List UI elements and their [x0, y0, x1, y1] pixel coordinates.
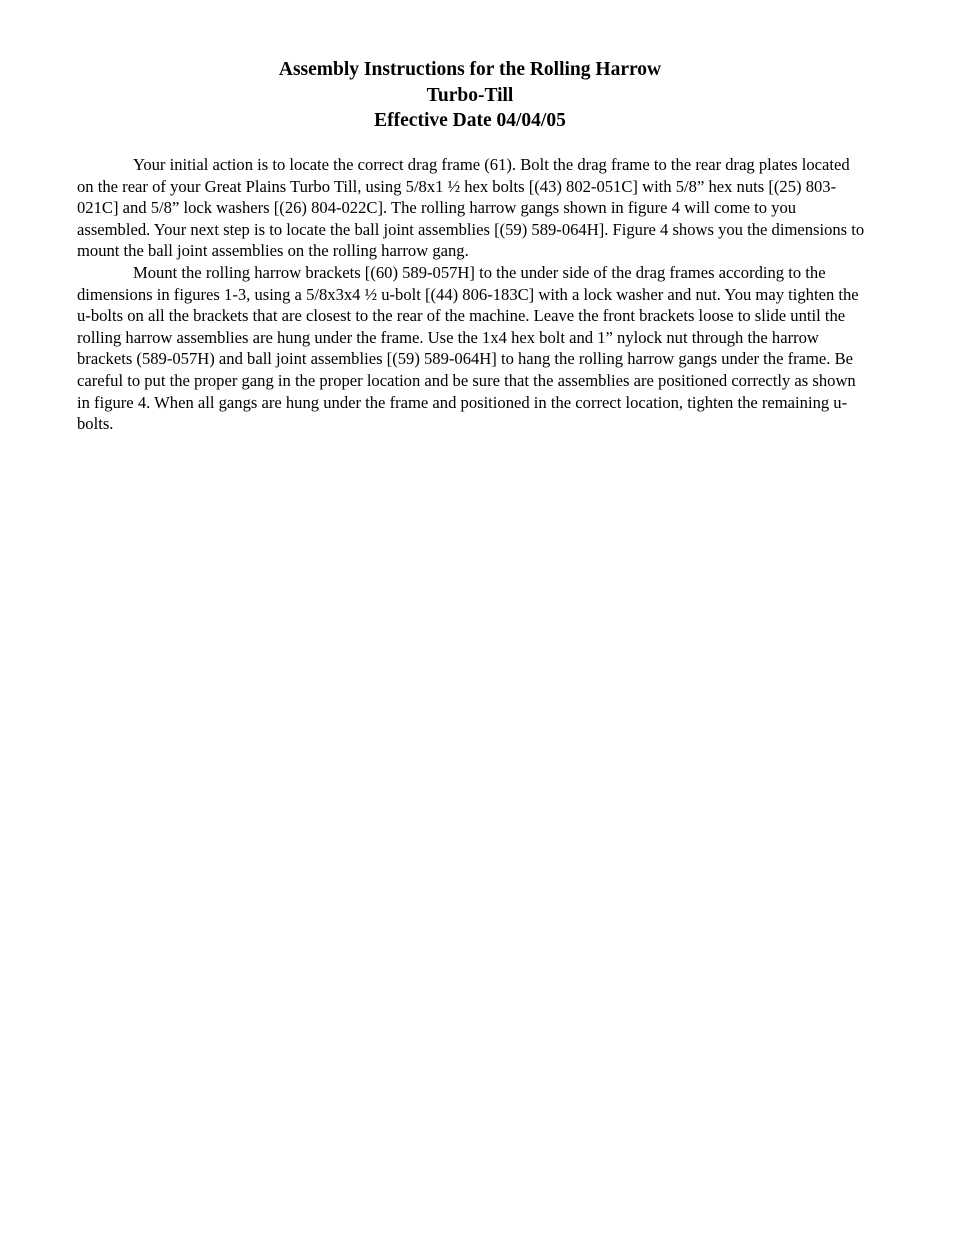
title-line-main: Assembly Instructions for the Rolling Harrow: [278, 59, 662, 80]
document-title: [0, 57, 940, 134]
paragraph-drag-frame: Your initial action is to locate the correct drag frame (61). Bolt the drag frame to the rear drag plates located on the rear of your Great Plains Turbo Till, using 5/8x1 ½ hex bolts [(43) 802-051C] with 5/8” hex nuts [(25) 803-021C] and 5/8” lock washers [(26) 804-022C]. The rolling harrow gangs shown in figure 4 will come to you assembled. Your next step is to locate the ball joint assemblies [(59) 589-064H]. Figure 4 shows you the dimensions to mount the ball joint assemblies on the rolling harrow gang.: [77, 155, 865, 261]
paragraph-harrow-brackets: Mount the rolling harrow brackets [(60) 589-057H] to the under side of the drag frames according to the dimensions in figures 1-3, using a 5/8x3x4 ½ u-bolt [(44) 806-183C] with a lock washer and nut. You may tighten the u-bolts on all the brackets that are closest to the rear of the machine. Leave the front brackets loose to slide until the rolling harrow assemblies are hung under the frame. Use the 1x4 hex bolt and 1” nylock nut through the harrow brackets (589-057H) and ball joint assemblies [(59) 589-064H] to hang the rolling harrow gangs under the frame. Be careful to put the proper gang in the proper location and be sure that the assemblies are positioned correctly as shown in figure 4. When all gangs are hung under the frame and positioned in the correct location, tighten the remaining u-bolts.: [77, 262, 859, 434]
title-line-product: Turbo-Till: [426, 84, 514, 106]
title-line-effective-date: Effective Date 04/04/05: [374, 110, 566, 131]
instructions-body: [77, 154, 867, 435]
